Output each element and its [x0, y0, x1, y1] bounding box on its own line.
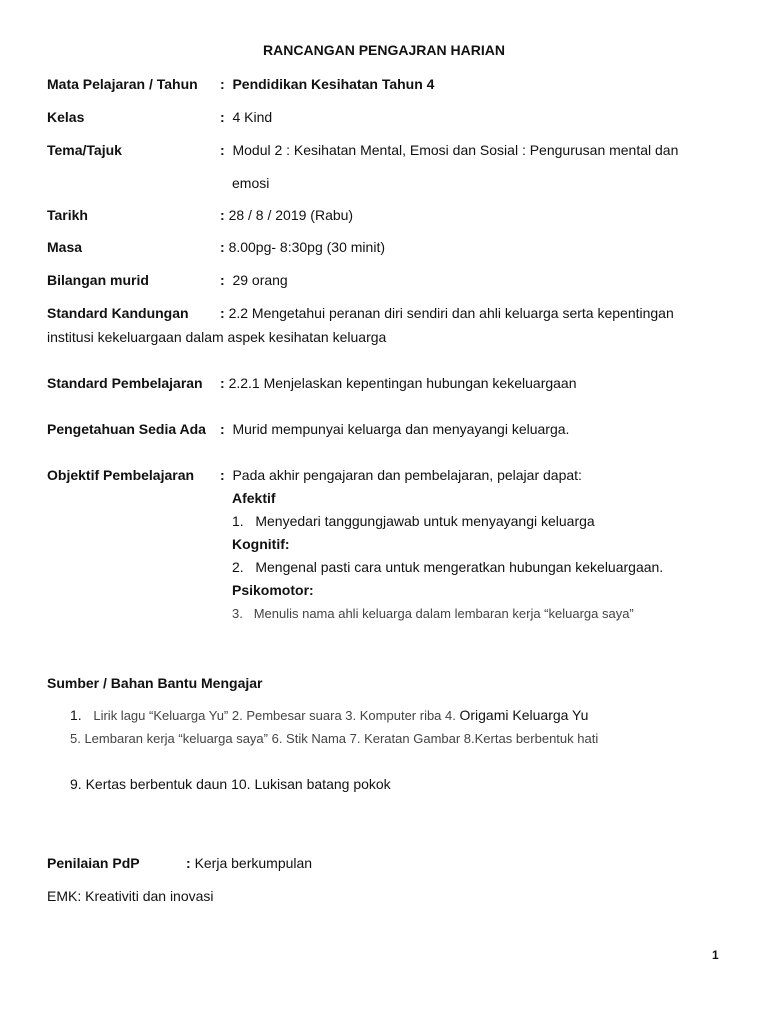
tema-value-line1: : Modul 2 : Kesihatan Mental, Emosi dan Sosial : Pengurusan mental dan — [220, 142, 679, 158]
objektif-item-2: 2. Mengenal pasti cara untuk mengeratkan hubungan kekeluargaan. — [232, 559, 664, 575]
sumber-line-2: 5. Lembaran kerja “keluarga saya” 6. Stik Nama 7. Keratan Gambar 8.Kertas berbentuk hati — [70, 731, 599, 746]
tema-value-line2: emosi — [232, 175, 270, 191]
objektif-heading-afektif: Afektif — [232, 490, 276, 506]
objektif-label: Objektif Pembelajaran — [47, 467, 195, 483]
standard-pembelajaran-value: : 2.2.1 Menjelaskan kepentingan hubungan kekeluargaan — [220, 375, 577, 391]
sumber-line-3: 9. Kertas berbentuk daun 10. Lukisan batang pokok — [70, 776, 391, 792]
kelas-label: Kelas — [47, 109, 85, 125]
penilaian-value: : Kerja berkumpulan — [186, 855, 313, 871]
masa-value: : 8.00pg- 8:30pg (30 minit) — [220, 239, 385, 255]
objektif-intro: : Pada akhir pengajaran dan pembelajaran, pelajar dapat: — [220, 467, 582, 483]
sumber-line-1: 1. Lirik lagu “Keluarga Yu” 2. Pembesar suara 3. Komputer riba 4. Origami Keluarga Yu — [70, 707, 589, 723]
objektif-heading-psikomotor: Psikomotor: — [232, 582, 314, 598]
sumber-heading: Sumber / Bahan Bantu Mengajar — [47, 675, 263, 691]
pengetahuan-label: Pengetahuan Sedia Ada — [47, 421, 206, 437]
kelas-value: : 4 Kind — [220, 109, 273, 125]
standard-pembelajaran-label: Standard Pembelajaran — [47, 375, 203, 391]
emk-text: EMK: Kreativiti dan inovasi — [47, 888, 214, 904]
mata-pelajaran-label: Mata Pelajaran / Tahun — [47, 76, 198, 92]
bilangan-murid-value: : 29 orang — [220, 272, 288, 288]
tarikh-value: : 28 / 8 / 2019 (Rabu) — [220, 207, 354, 223]
mata-pelajaran-value: : Pendidikan Kesihatan Tahun 4 — [220, 76, 435, 92]
objektif-item-1: 1. Menyedari tanggungjawab untuk menyayangi keluarga — [232, 513, 595, 529]
bilangan-murid-label: Bilangan murid — [47, 272, 149, 288]
standard-kandungan-value-line2: institusi kekeluargaan dalam aspek kesihatan keluarga — [47, 329, 387, 345]
standard-kandungan-label: Standard Kandungan — [47, 305, 189, 321]
pengetahuan-value: : Murid mempunyai keluarga dan menyayangi keluarga. — [220, 421, 570, 437]
penilaian-label: Penilaian PdP — [47, 855, 140, 871]
tema-label: Tema/Tajuk — [47, 142, 122, 158]
page-title: RANCANGAN PENGAJRAN HARIAN — [263, 42, 505, 58]
objektif-item-3: 3. Menulis nama ahli keluarga dalam lembaran kerja “keluarga saya” — [232, 606, 634, 621]
page-number: 1 — [712, 948, 719, 962]
objektif-heading-kognitif: Kognitif: — [232, 536, 290, 552]
tarikh-label: Tarikh — [47, 207, 88, 223]
masa-label: Masa — [47, 239, 83, 255]
standard-kandungan-value-line1: : 2.2 Mengetahui peranan diri sendiri dan ahli keluarga serta kepentingan — [220, 305, 674, 321]
